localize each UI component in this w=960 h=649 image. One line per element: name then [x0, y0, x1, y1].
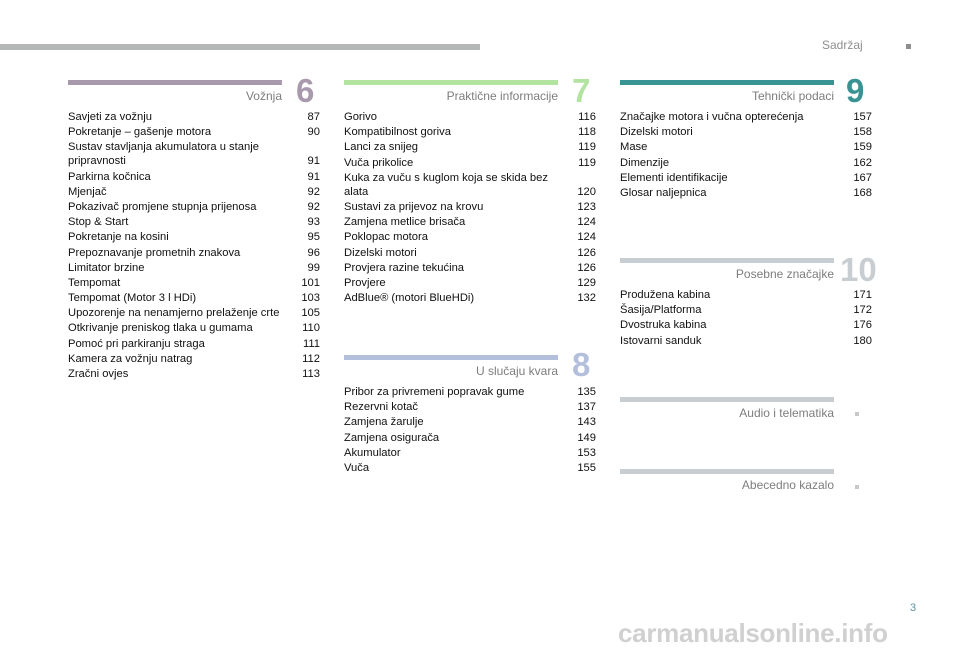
- toc-entry-title: Zračni ovjes: [68, 368, 129, 380]
- toc-entry[interactable]: [344, 415, 596, 429]
- toc-entry-page: 99: [307, 261, 320, 274]
- toc-entry-page: 123: [577, 200, 596, 213]
- toc-entry-page: 149: [577, 431, 596, 444]
- toc-entry[interactable]: [68, 291, 320, 305]
- header-square-icon: [906, 44, 911, 49]
- toc-entry-page: 158: [853, 126, 872, 139]
- section-7-list: [344, 110, 596, 306]
- toc-entry-page: 180: [853, 334, 872, 347]
- toc-entry-page: 93: [307, 216, 320, 229]
- toc-entry-title: Dimenzije: [620, 156, 670, 169]
- toc-entry-title: Dizelski motori: [344, 246, 417, 259]
- toc-entry[interactable]: [344, 110, 596, 124]
- toc-entry-page: 155: [577, 461, 596, 474]
- watermark-text: carmanualsonline.info: [618, 618, 888, 648]
- toc-entry-title: Mjenjač: [68, 185, 107, 198]
- section-10-title: Posebne značajke: [735, 267, 834, 281]
- top-decor-bar: [0, 44, 480, 50]
- toc-entry-page: 132: [577, 292, 596, 305]
- toc-entry[interactable]: [68, 215, 320, 229]
- toc-entry-page: 168: [853, 186, 872, 199]
- toc-entry-title: Gorivo: [344, 111, 377, 123]
- toc-entry[interactable]: [68, 352, 320, 366]
- toc-entry[interactable]: [620, 186, 872, 200]
- toc-entry-page: 118: [578, 126, 596, 139]
- toc-entry-page: 92: [307, 200, 320, 213]
- toc-entry-title: Kuka za vuču s kuglom koja se skida bez alata: [344, 171, 548, 198]
- toc-entry[interactable]: [344, 246, 596, 260]
- toc-entry-title: Upozorenje na nenamjerno prelaženje crte: [68, 307, 280, 320]
- toc-entry[interactable]: [68, 367, 320, 381]
- section-9-header[interactable]: [620, 80, 834, 106]
- toc-entry-title: Kamera za vožnju natrag: [68, 352, 193, 365]
- toc-entry[interactable]: [68, 185, 320, 199]
- toc-entry-title: Tempomat (Motor 3 l HDi): [68, 292, 197, 305]
- toc-entry[interactable]: [620, 303, 872, 317]
- toc-entry-title: Značajke motora i vučna opterećenja: [620, 111, 804, 123]
- toc-entry-page: 116: [578, 111, 596, 123]
- toc-entry[interactable]: [344, 215, 596, 229]
- toc-entry-page: 112: [302, 352, 320, 365]
- toc-entry-title: Pokretanje na kosini: [68, 231, 169, 244]
- section-index-dot-icon: [855, 485, 859, 489]
- toc-entry[interactable]: [68, 125, 320, 139]
- toc-entry[interactable]: [68, 200, 320, 214]
- toc-entry[interactable]: [344, 431, 596, 445]
- section-6-number: 6: [296, 72, 315, 109]
- toc-entry-title: Akumulator: [344, 446, 401, 459]
- toc-entry-page: 126: [577, 261, 596, 274]
- toc-entry[interactable]: [620, 125, 872, 139]
- toc-entry[interactable]: [68, 246, 320, 260]
- section-6-title: Vožnja: [245, 89, 282, 103]
- toc-entry-page: 119: [578, 156, 596, 169]
- section-8-header[interactable]: [344, 355, 558, 381]
- toc-entry-page: 176: [853, 319, 872, 332]
- toc-entry-page: 91: [307, 155, 320, 168]
- section-9-bar: [620, 80, 834, 85]
- toc-entry-page: 167: [853, 171, 872, 184]
- toc-entry[interactable]: [344, 140, 596, 154]
- toc-entry-title: Produžena kabina: [620, 289, 711, 301]
- section-6-list: [68, 110, 320, 382]
- toc-entry-page: 110: [302, 322, 320, 335]
- section-index-header[interactable]: [620, 469, 834, 495]
- section-9-title: Tehnički podaci: [751, 89, 834, 103]
- section-index-title: Abecedno kazalo: [741, 478, 834, 492]
- toc-entry[interactable]: [344, 446, 596, 460]
- toc-entry-title: AdBlue® (motori BlueHDi): [344, 292, 475, 305]
- toc-entry[interactable]: [68, 261, 320, 275]
- section-7-header[interactable]: [344, 80, 558, 106]
- toc-entry[interactable]: [344, 230, 596, 244]
- section-7-title: Praktične informacije: [446, 89, 558, 103]
- toc-entry-page: 172: [853, 304, 872, 317]
- section-6-header[interactable]: [68, 80, 282, 106]
- toc-entry-page: 126: [577, 246, 596, 259]
- toc-entry[interactable]: [344, 400, 596, 414]
- toc-entry-title: Istovarni sanduk: [620, 334, 702, 347]
- section-7-number: 7: [572, 72, 591, 109]
- toc-entry-title: Sustavi za prijevoz na krovu: [344, 200, 484, 213]
- toc-entry[interactable]: [344, 261, 596, 275]
- toc-entry-page: 159: [853, 141, 872, 154]
- section-10-number: 10: [840, 251, 877, 288]
- section-index-bar: [620, 469, 834, 474]
- toc-entry[interactable]: [68, 337, 320, 351]
- toc-entry-title: Zamjena metlice brisača: [344, 216, 466, 229]
- toc-entry-page: 124: [577, 231, 596, 244]
- toc-entry-title: Pomoć pri parkiranju straga: [68, 337, 205, 350]
- section-audio-bar: [620, 397, 834, 402]
- toc-entry-title: Šasija/Platforma: [620, 304, 702, 317]
- toc-entry-title: Pokazivač promjene stupnja prijenosa: [68, 200, 257, 213]
- toc-entry-title: Pribor za privremeni popravak gume: [344, 386, 525, 398]
- toc-entry-page: 105: [301, 307, 320, 320]
- toc-entry-page: 96: [307, 246, 320, 259]
- toc-entry-page: 135: [577, 386, 596, 398]
- section-8-list: [344, 385, 596, 476]
- toc-entry-title: Stop & Start: [68, 216, 129, 229]
- section-8-title: U slučaju kvara: [475, 364, 558, 378]
- section-8-bar: [344, 355, 558, 360]
- section-9-list: [620, 110, 872, 201]
- section-7-bar: [344, 80, 558, 85]
- section-10-list: [620, 288, 872, 349]
- section-audio-title: Audio i telematika: [739, 406, 834, 420]
- toc-entry-title: Kompatibilnost goriva: [344, 126, 451, 139]
- toc-entry-title: Sustav stavljanja akumulatora u stanje pripravnosti: [68, 141, 259, 168]
- toc-entry-title: Elementi identifikacije: [620, 171, 728, 184]
- toc-entry[interactable]: [344, 156, 596, 170]
- toc-entry[interactable]: [68, 170, 320, 184]
- section-6-bar: [68, 80, 282, 85]
- toc-entry-page: 120: [577, 185, 596, 198]
- toc-entry-page: 90: [307, 126, 320, 139]
- section-audio-header[interactable]: [620, 397, 834, 423]
- toc-entry-title: Zamjena osigurača: [344, 431, 440, 444]
- toc-entry[interactable]: [344, 200, 596, 214]
- toc-entry[interactable]: [68, 321, 320, 335]
- toc-entry[interactable]: [68, 140, 320, 168]
- page-number: 3: [910, 602, 917, 614]
- toc-entry-title: Zamjena žarulje: [344, 416, 424, 429]
- toc-entry-title: Glosar naljepnica: [620, 186, 707, 199]
- toc-entry[interactable]: [620, 318, 872, 332]
- toc-entry-title: Lanci za snijeg: [344, 141, 419, 154]
- toc-entry-title: Vuča prikolice: [344, 156, 414, 169]
- toc-entry-title: Prepoznavanje prometnih znakova: [68, 246, 241, 259]
- toc-entry[interactable]: [344, 385, 596, 399]
- toc-entry-page: 129: [577, 276, 596, 289]
- toc-entry[interactable]: [620, 156, 872, 170]
- toc-entry-title: Tempomat: [68, 276, 121, 289]
- toc-entry[interactable]: [620, 334, 872, 348]
- toc-entry[interactable]: [344, 461, 596, 475]
- section-10-bar: [620, 258, 834, 263]
- toc-entry-title: Provjere: [344, 276, 386, 289]
- toc-entry-title: Dvostruka kabina: [620, 319, 707, 332]
- toc-entry-page: 143: [577, 416, 596, 429]
- toc-entry-page: 103: [301, 292, 320, 305]
- toc-entry-page: 95: [307, 231, 320, 244]
- toc-entry-page: 124: [577, 216, 596, 229]
- toc-entry-title: Pokretanje – gašenje motora: [68, 126, 212, 139]
- toc-entry-page: 92: [307, 185, 320, 198]
- toc-entry[interactable]: [620, 140, 872, 154]
- toc-entry-page: 91: [307, 170, 320, 183]
- toc-entry-title: Parkirna kočnica: [68, 170, 151, 183]
- section-10-header[interactable]: [620, 258, 834, 284]
- toc-entry-title: Rezervni kotač: [344, 401, 418, 414]
- toc-entry-page: 157: [853, 111, 872, 123]
- toc-entry-title: Dizelski motori: [620, 126, 693, 139]
- toc-entry-page: 87: [307, 111, 320, 123]
- toc-entry-title: Otkrivanje preniskog tlaka u gumama: [68, 322, 253, 335]
- toc-entry[interactable]: [68, 276, 320, 290]
- toc-entry[interactable]: [68, 230, 320, 244]
- section-audio-dot-icon: [855, 412, 859, 416]
- toc-entry-page: 153: [577, 446, 596, 459]
- toc-entry-page: 162: [853, 156, 872, 169]
- toc-entry-title: Mase: [620, 141, 648, 154]
- toc-entry-title: Limitator brzine: [68, 261, 145, 274]
- toc-entry-page: 111: [302, 337, 320, 350]
- toc-entry-title: Poklopac motora: [344, 231, 428, 244]
- toc-entry[interactable]: [620, 171, 872, 185]
- section-8-number: 8: [572, 346, 591, 383]
- toc-entry-title: Vuča: [344, 461, 370, 474]
- toc-entry[interactable]: [344, 125, 596, 139]
- toc-entry[interactable]: [344, 291, 596, 305]
- toc-entry-page: 171: [853, 289, 872, 301]
- toc-entry-title: Savjeti za vožnju: [68, 111, 152, 123]
- toc-entry[interactable]: [620, 288, 872, 302]
- page-header-title[interactable]: Sadržaj: [822, 38, 863, 52]
- toc-entry-page: 113: [302, 368, 320, 380]
- toc-entry[interactable]: [344, 276, 596, 290]
- toc-entry[interactable]: [68, 110, 320, 124]
- toc-entry[interactable]: [68, 306, 320, 320]
- toc-entry-title: Provjera razine tekućina: [344, 261, 465, 274]
- toc-entry-page: 119: [578, 141, 596, 154]
- toc-entry-page: 137: [577, 401, 596, 414]
- section-9-number: 9: [846, 72, 865, 109]
- toc-entry-page: 101: [301, 276, 320, 289]
- toc-entry[interactable]: [344, 171, 596, 199]
- toc-entry[interactable]: [620, 110, 872, 124]
